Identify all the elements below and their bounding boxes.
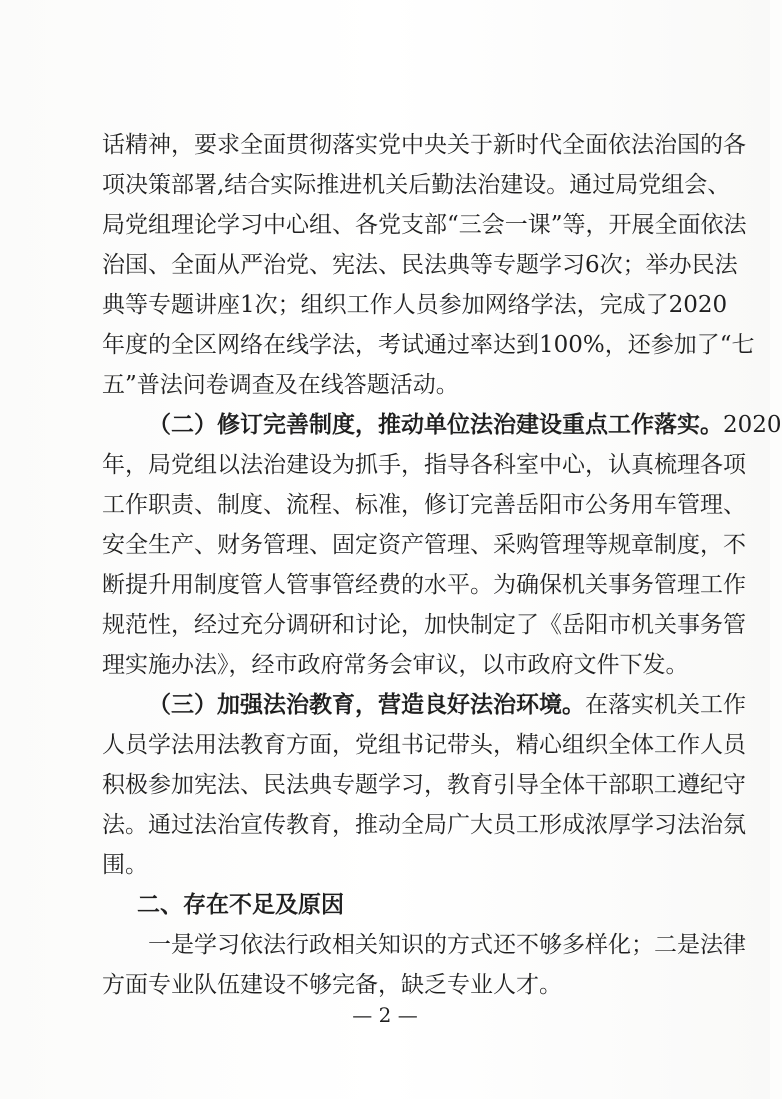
body-line: 年，局党组以法治建设为抓手，指导各科室中心，认真梳理各项 <box>102 452 746 478</box>
subsection-heading: （三）加强法治教育，营造良好法治环境。 <box>148 692 585 718</box>
page-number: — 2 — <box>352 1003 418 1027</box>
body-line: 规范性，经过充分调研和讨论，加快制定了《岳阳市机关事务管 <box>102 612 746 638</box>
body-line: 围。 <box>102 852 148 878</box>
body-line: 积极参加宪法、民法典专题学习，教育引导全体干部职工遵纪守 <box>102 772 746 798</box>
body-line: 断提升用制度管人管事管经费的水平。为确保机关事务管理工作 <box>102 572 746 598</box>
body-line: 安全生产、财务管理、固定资产管理、采购管理等规章制度，不 <box>102 532 746 558</box>
body-text: 在落实机关工作 <box>585 692 746 718</box>
body-line: 局党组理论学习中心组、各党支部“三会一课”等，开展全面依法 <box>102 212 747 238</box>
body-line: 项决策部署,结合实际推进机关后勤法治建设。通过局党组会、 <box>102 172 731 198</box>
section-heading: 二、存在不足及原因 <box>137 892 344 918</box>
body-line: 人员学法用法教育方面，党组书记带头，精心组织全体工作人员 <box>102 732 746 758</box>
subsection-first-line <box>148 405 782 445</box>
body-line: 典等专题讲座1次；组织工作人员参加网络学法，完成了2020 <box>102 292 728 318</box>
body-line: 方面专业队伍建设不够完备，缺乏专业人才。 <box>102 972 562 998</box>
body-line: 五”普法问卷调查及在线答题活动。 <box>102 372 459 398</box>
body-line: 法。通过法治宣传教育，推动全局广大员工形成浓厚学习法治氛 <box>102 812 746 838</box>
body-line: 治国、全面从严治党、宪法、民法典等专题学习6次；举办民法 <box>102 252 738 278</box>
body-line: 工作职责、制度、流程、标准，修订完善岳阳市公务用车管理、 <box>102 492 746 518</box>
body-line: 一是学习依法行政相关知识的方式还不够多样化；二是法律 <box>148 932 746 958</box>
body-line: 年度的全区网络在线学法，考试通过率达到100%，还参加了“七 <box>102 332 755 358</box>
subsection-first-line <box>148 685 746 725</box>
body-text: 2020 <box>723 412 782 438</box>
body-line: 话精神，要求全面贯彻落实党中央关于新时代全面依法治国的各 <box>102 132 746 158</box>
body-line: 理实施办法》，经市政府常务会审议，以市政府文件下发。 <box>102 652 689 678</box>
subsection-heading: （二）修订完善制度，推动单位法治建设重点工作落实。 <box>148 412 723 438</box>
